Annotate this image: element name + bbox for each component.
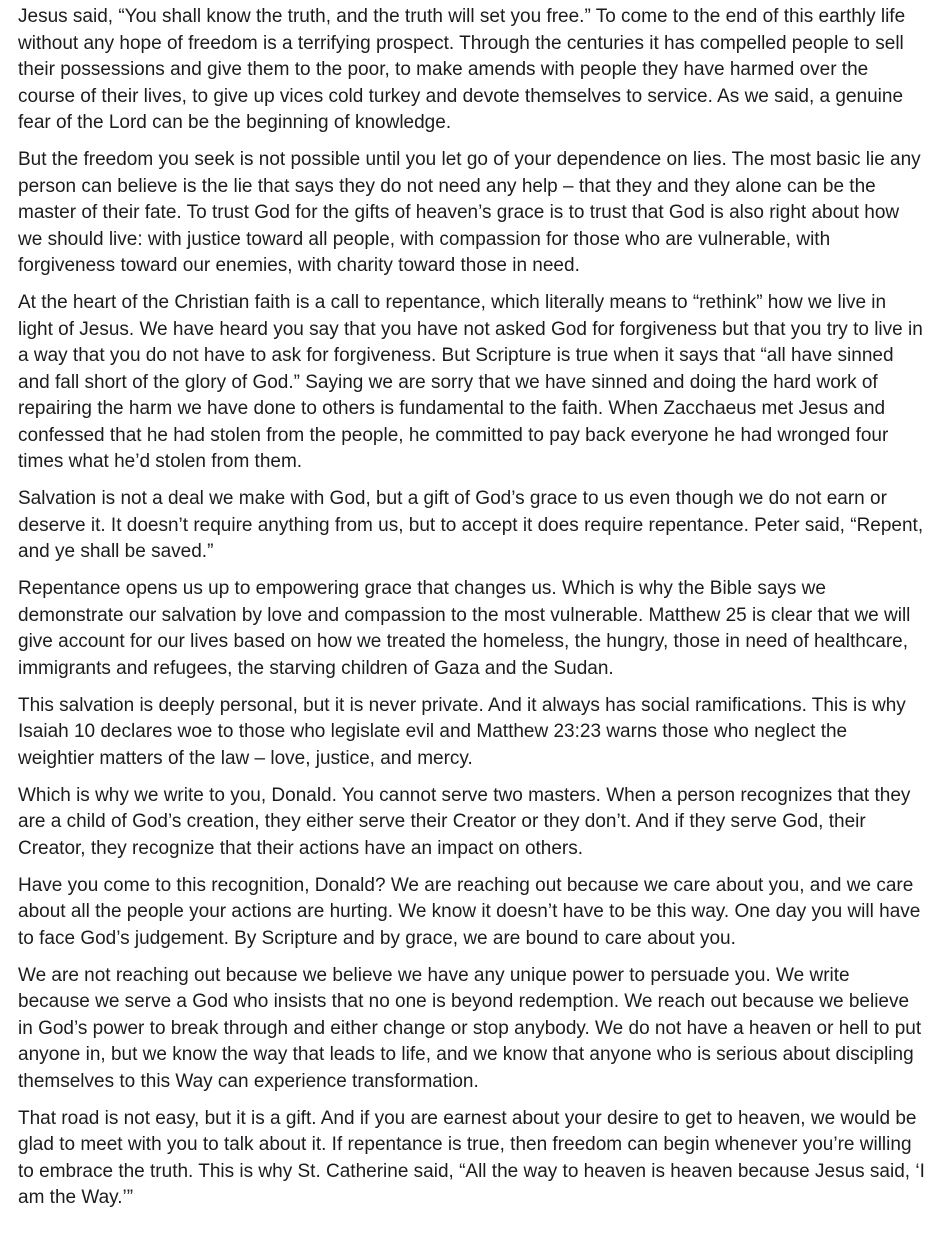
- paragraph-7: Which is why we write to you, Donald. You cannot serve two masters. When a person recognizes that they are a child of God’s creation, they either serve their Creator or they don’t. And if they serve God, their Creator, they recognize that their actions have an impact on others.: [18, 784, 911, 859]
- paragraph-6: This salvation is deeply personal, but it is never private. And it always has social ramifications. This is why Isaiah 10 declares woe to those who legislate evil and Matthew 23:23 warns those who neglect the weightier matters of the law – love, justice, and mercy.: [18, 694, 906, 769]
- post-body: [18, 4, 926, 1222]
- paragraph-1: Jesus said, “You shall know the truth, and the truth will set you free.” To come to the end of this earthly life without any hope of freedom is a terrifying prospect. Through the centuries it has compelled people to sell their possessions and give them to the poor, to make amends with people they have harmed over the course of their lives, to give up vices cold turkey and devote themselves to service. As we said, a genuine fear of the Lord can be the beginning of knowledge.: [18, 6, 906, 133]
- paragraph-4: Salvation is not a deal we make with God, but a gift of God’s grace to us even though we do not earn or deserve it. It doesn’t require anything from us, but to accept it does require repentance. Peter said, “Repent, and ye shall be saved.”: [18, 488, 924, 562]
- paragraph-8: Have you come to this recognition, Donald? We are reaching out because we care about you, and we care about all the people your actions are hurting. We know it doesn’t have to be this way. One day you will have to face God’s judgement. By Scripture and by grace, we are bound to care about you.: [18, 874, 921, 949]
- paragraph-10: That road is not easy, but it is a gift. And if you are earnest about your desire to get to heaven, we would be glad to meet with you to talk about it. If repentance is true, then freedom can begin whenever you’re willing to embrace the truth. This is why St. Catherine said, “All the way to heaven is heaven because Jesus said, ‘I am the Way.’”: [18, 1107, 925, 1208]
- paragraph-3: At the heart of the Christian faith is a call to repentance, which literally means to “rethink” how we live in light of Jesus. We have heard you say that you have not asked God for forgiveness but that you try to live in a way that you do not have to ask for forgiveness. But Scripture is true when it says that “all have sinned and fall short of the glory of God.” Saying we are sorry that we have sinned and doing the hard work of repairing the harm we have done to others is fundamental to the faith. When Zacchaeus met Jesus and confessed that he had stolen from the people, he committed to pay back everyone he had wronged four times what he’d stolen from them.: [18, 292, 923, 472]
- paragraph-5: Repentance opens us up to empowering grace that changes us. Which is why the Bible says we demonstrate our salvation by love and compassion to the most vulnerable. Matthew 25 is clear that we will give account for our lives based on how we treated the homeless, the hungry, those in need of healthcare, immigrants and refugees, the starving children of Gaza and the Sudan.: [18, 578, 911, 679]
- paragraph-9: We are not reaching out because we believe we have any unique power to persuade you. We write because we serve a God who insists that no one is beyond redemption. We reach out because we believe in God’s power to break through and either change or stop anybody. We do not have a heaven or hell to put anyone in, but we know the way that leads to life, and we know that anyone who is serious about discipling themselves to this Way can experience transformation.: [18, 964, 922, 1092]
- paragraph-2: But the freedom you seek is not possible until you let go of your dependence on lies. The most basic lie any person can believe is the lie that says they do not need any help – that they and they alone can be the master of their fate. To trust God for the gifts of heaven’s grace is to trust that God is also right about how we should live: with justice toward all people, with compassion for those who are vulnerable, with forgiveness toward our enemies, with charity toward those in need.: [18, 149, 921, 276]
